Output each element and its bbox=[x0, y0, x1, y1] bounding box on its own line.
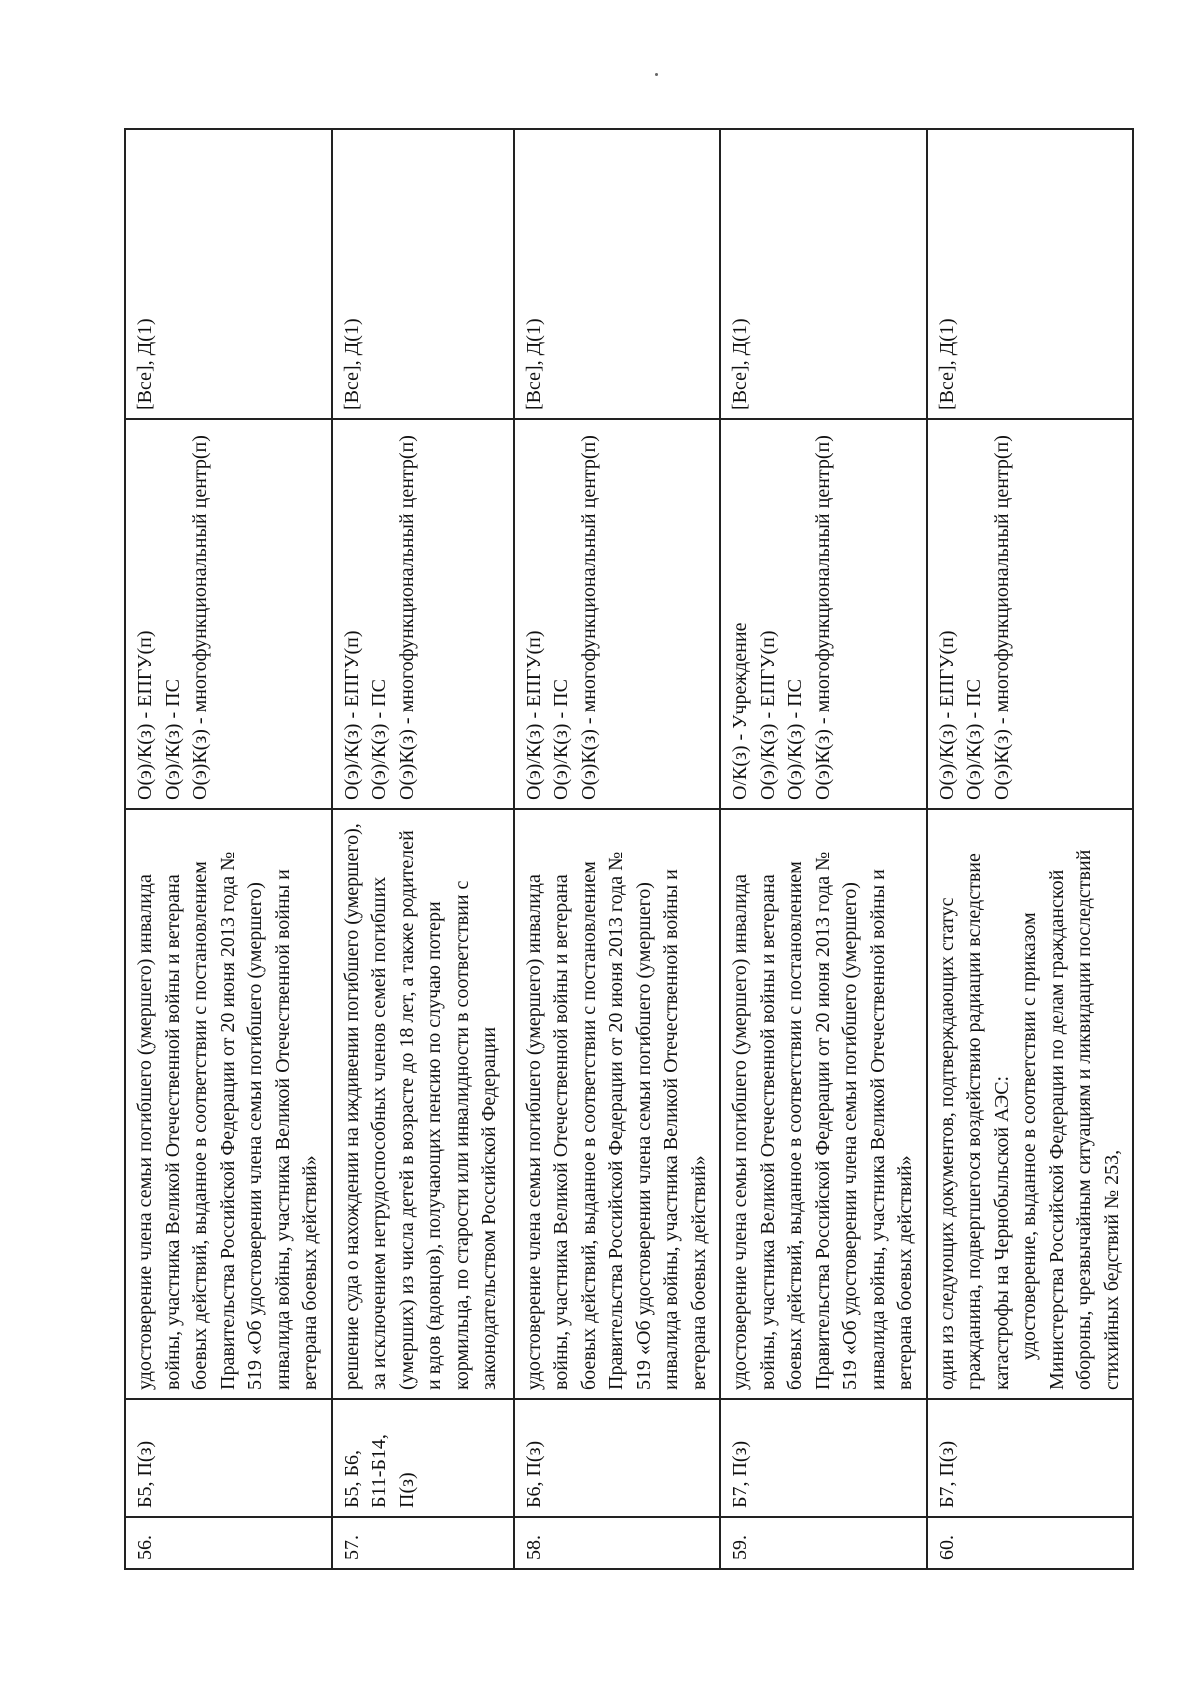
channel-line: О(э)/К(з) - ПС bbox=[784, 679, 806, 800]
table-row bbox=[125, 129, 332, 1569]
channel-line: О(э)/К(з) - ПС bbox=[550, 679, 572, 800]
channel-line: О(э)/К(з) - ПС bbox=[963, 679, 985, 800]
row-number: 60. bbox=[927, 1517, 1134, 1569]
row-access: [Все], Д(1) bbox=[514, 129, 721, 419]
row-description: удостоверение члена семьи погибшего (умершего) инвалида войны, участника Великой Отечественной войны и ветерана боевых действий, выданное в соответствии с постановлением Правительства Российской Федерации от 20 июня 2013 года № 519 «Об удостоверении члена семьи погибшего (умершего) инвалида войны, участника Великой Отечественной войны и ветерана боевых действий» bbox=[720, 809, 927, 1399]
row-channels bbox=[514, 419, 721, 809]
row-number: 59. bbox=[720, 1517, 927, 1569]
description-text-continued: удостоверение, выданное в соответствии с приказом Министерства Российской Федерации по делам гражданской обороны, чрезвычайным ситуациям и ликвидации последствий стихийных бедствий № 253, bbox=[1018, 849, 1123, 1390]
channel-line: О/К(з) - Учреждение bbox=[729, 622, 751, 800]
row-description: удостоверение члена семьи погибшего (умершего) инвалида войны, участника Великой Отечественной войны и ветерана боевых действий, выданное в соответствии с постановлением Правительства Российской Федерации от 20 июня 2013 года № 519 «Об удостоверении члена семьи погибшего (умершего) инвалида войны, участника Великой Отечественной войны и ветерана боевых действий» bbox=[514, 809, 721, 1399]
document-table bbox=[124, 128, 1134, 1570]
row-code: Б6, П(з) bbox=[514, 1399, 721, 1517]
row-number: 56. bbox=[125, 1517, 332, 1569]
description-text: один из следующих документов, подтверждающих статус гражданина, подвергшегося воздействию радиации вследствие катастрофы на Чернобыльской АЭС: bbox=[935, 853, 1013, 1390]
row-description: решение суда о нахождении на иждивении погибшего (умершего), за исключением нетрудоспособных членов семей погибших (умерших) из числа детей в возрасте до 18 лет, а также родителей и вдов (вдовцов), получающих пенсию по случаю потери кормильца, по старости или инвалидности в соответствии с законодательством Российской Федерации bbox=[332, 809, 514, 1399]
row-access: [Все], Д(1) bbox=[720, 129, 927, 419]
channel-line: О(э)/К(з) - ЕПГУ(п) bbox=[134, 630, 156, 800]
row-access: [Все], Д(1) bbox=[332, 129, 514, 419]
row-code: Б5, Б6, Б11-Б14, П(з) bbox=[332, 1399, 514, 1517]
table-row bbox=[332, 129, 514, 1569]
row-description: удостоверение члена семьи погибшего (умершего) инвалида войны, участника Великой Отечественной войны и ветерана боевых действий, выданное в соответствии с постановлением Правительства Российской Федерации от 20 июня 2013 года № 519 «Об удостоверении члена семьи погибшего (умершего) инвалида войны, участника Великой Отечественной войны и ветерана боевых действий» bbox=[125, 809, 332, 1399]
channel-line: О(э)К(з) - многофункциональный центр(п) bbox=[395, 435, 418, 800]
row-description bbox=[927, 809, 1134, 1399]
row-channels bbox=[332, 419, 514, 809]
row-code: Б7, П(з) bbox=[720, 1399, 927, 1517]
row-channels bbox=[125, 419, 332, 809]
row-access: [Все], Д(1) bbox=[125, 129, 332, 419]
row-access: [Все], Д(1) bbox=[927, 129, 1134, 419]
row-code: Б7, П(з) bbox=[927, 1399, 1134, 1517]
channel-line: О(э)К(з) - многофункциональный центр(п) bbox=[577, 435, 600, 800]
row-number: 58. bbox=[514, 1517, 721, 1569]
channel-line: О(э)К(з) - многофункциональный центр(п) bbox=[189, 435, 211, 800]
row-code: Б5, П(з) bbox=[125, 1399, 332, 1517]
channel-line: О(э)/К(з) - ПС bbox=[368, 679, 390, 800]
channel-line: О(э)/К(з) - ЕПГУ(п) bbox=[756, 630, 779, 800]
row-channels bbox=[720, 419, 927, 809]
row-number: 57. bbox=[332, 1517, 514, 1569]
channel-line: О(э)/К(з) - ПС bbox=[161, 679, 184, 800]
channel-line: О(э)/К(з) - ЕПГУ(п) bbox=[935, 630, 958, 800]
table-row bbox=[720, 129, 927, 1569]
scan-speck bbox=[655, 73, 658, 76]
table-row bbox=[927, 129, 1134, 1569]
table-row bbox=[514, 129, 721, 1569]
rotated-page bbox=[124, 130, 1123, 1570]
channel-line: О(э)/К(з) - ЕПГУ(п) bbox=[522, 630, 545, 800]
channel-line: О(э)К(з) - многофункциональный центр(п) bbox=[990, 435, 1013, 800]
channel-line: О(э)/К(з) - ЕПГУ(п) bbox=[340, 630, 363, 800]
row-channels bbox=[927, 419, 1134, 809]
channel-line: О(э)К(з) - многофункциональный центр(п) bbox=[811, 435, 834, 800]
